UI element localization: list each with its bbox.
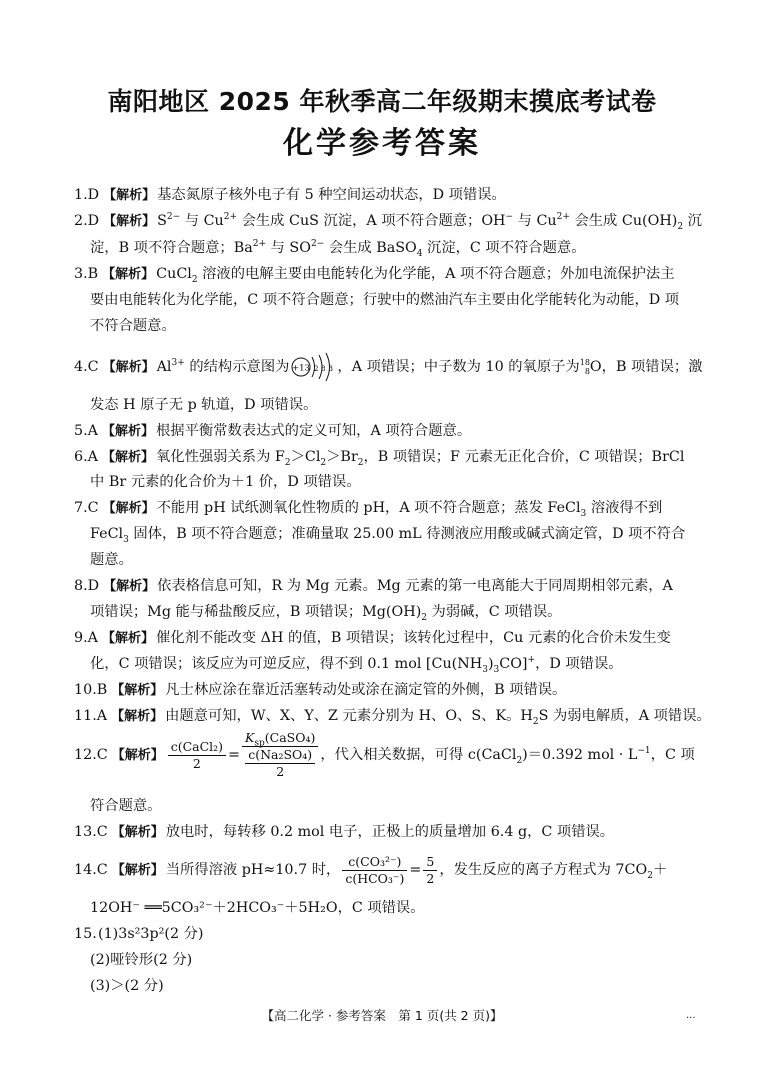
fraction-ksp: $\frac{K_{sp}(CaSO_4)}{\frac{\text{c(Na₂SO₄)}}{2}}$	[242, 730, 318, 780]
answer-2: 2.D 【解析】 $S^{2-}$ 与 $Cu^{2+}$ 会生成 CuS 沉淀，A 项不符合题意；OH− 与 $Cu^{2+}$ 会生成 $Cu(OH)_2$ 沉	[74, 212, 702, 232]
answer-10: 10.B 【解析】 凡士林应涂在靠近活塞转动处或涂在滴定管的外侧，B 项错误。	[74, 682, 567, 698]
answer-7-cont2: 题意。	[90, 552, 133, 568]
page-footer: 【高二化学 · 参考答案 第 1 页(共 2 页)】	[261, 1008, 503, 1023]
answer-12-cont: 符合题意。	[90, 798, 162, 814]
atom-structure-diagram	[290, 352, 336, 382]
answer-15-part2: (2)哑铃形(2 分)	[90, 952, 193, 968]
fraction-cacl2: $\frac{\text{c(CaCl₂)}}{2}$	[168, 739, 226, 772]
page-title: 南阳地区 2025 年秋季高二年级期末摸底考试卷	[107, 87, 657, 116]
answer-3-cont2: 不符合题意。	[90, 318, 176, 334]
answer-4: 4.C 【解析】 $Al^{3+}$ 的结构示意图为 +13 2 8 3 ，A 项错误；中子数为 10 的氧原子为 18 8 O，B 项错误；激	[74, 352, 704, 383]
answer-8-cont: 项错误；Mg 能与稀盐酸反应，B 项错误；$Mg(OH)_2$ 为弱碱，C 项错误。	[90, 604, 562, 623]
answer-6: 6.A 【解析】 氧化性强弱关系为 $F_2>Cl_2>Br_2$，B 项错误；F 元素无正化合价，C 项错误；BrCl	[74, 449, 685, 468]
answer-12: 12.C 【解析】 $\frac{\text{c(CaCl₂)}}{2}$ = $\frac{K_{sp}(CaSO_4)}{\frac{\text{c(Na₂SO₄)}}{2}}$ ，代入相关数据，可得 c(CaCl$_2$)＝0.392 mol · $L^{-1}$，C 项	[74, 730, 695, 779]
answer-1: 1.D 【解析】 基态氮原子核外电子有 5 种空间运动状态，D 项错误。	[74, 187, 506, 203]
answer-5: 5.A 【解析】 根据平衡常数表达式的定义可知，A 项符合题意。	[74, 423, 472, 439]
answer-9: 9.A 【解析】 催化剂不能改变 ΔH 的值，B 项错误；该转化过程中，Cu 元素的化合价未发生变	[74, 630, 671, 646]
svg-text:8: 8	[321, 365, 326, 373]
fraction-value: $\frac{5}{2}$	[423, 854, 437, 887]
page-subtitle: 化学参考答案	[283, 126, 481, 161]
svg-text:+13: +13	[292, 363, 311, 374]
answer-7: 7.C 【解析】 不能用 pH 试纸测氧化性物质的 pH，A 项不符合题意；蒸发 FeCl$_3$ 溶液得不到	[74, 500, 663, 519]
answer-14: 14.C 【解析】 当所得溶液 pH≈10.7 时， $\frac{\text{c(CO₃²⁻)}}{\text{c(HCO₃⁻)}}$ = $\frac{5}{2}$ ，发生反应的离子方程式为 $7CO_2+$	[74, 853, 668, 886]
footer-dots: ...	[686, 1010, 696, 1021]
svg-text:2: 2	[314, 365, 319, 373]
answer-6-cont: 中 Br 元素的化合价为＋1 价，D 项错误。	[90, 474, 361, 490]
fraction-carbonate: $\frac{\text{c(CO₃²⁻)}}{\text{c(HCO₃⁻)}}$	[342, 854, 407, 887]
answer-15: 15.(1)3s²3p²(2 分)	[74, 926, 204, 942]
answer-3-cont: 要由电能转化为化学能，C 项不符合题意；行驶中的燃油汽车主要由化学能转化为动能，D 项	[90, 292, 680, 308]
answer-13: 13.C 【解析】 放电时，每转移 0.2 mol 电子，正极上的质量增加 6.4 g，C 项错误。	[74, 824, 615, 840]
answer-11: 11.A 【解析】 由题意可知，W、X、Y、Z 元素分别为 H、O、S、K。$H_2S$ 为弱电解质，A 项错误。	[74, 708, 711, 727]
answer-9-cont: 化，C 项错误；该反应为可逆反应，得不到 0.1 mol $[Cu(NH_3)_3CO]^+$，D 项错误。	[90, 655, 623, 675]
svg-text:3: 3	[328, 365, 334, 373]
answer-8: 8.D 【解析】 依表格信息可知，R 为 Mg 元素。Mg 元素的第一电离能大于同周期相邻元素，A	[74, 578, 673, 594]
answer-15-part3: (3)＞(2 分)	[90, 978, 164, 994]
answer-3: 3.B 【解析】 CuCl$_2$ 溶液的电解主要由电能转化为化学能，A 项不符合题意；外加电流保护法主	[74, 266, 675, 285]
answer-7-cont: FeCl$_3$ 固体，B 项不符合题意；准确量取 25.00 mL 待测液应用酸或碱式滴定管，D 项不符合	[90, 526, 686, 545]
answer-4-cont: 发态 H 原子无 p 轨道，D 项错误。	[90, 397, 318, 413]
answer-14-cont: 12OH⁻ ══5CO₃²⁻＋2HCO₃⁻＋5H₂O，C 项错误。	[90, 900, 425, 916]
answer-2-cont: 淀，B 项不符合题意；$Ba^{2+}$ 与 $SO^{2-}$ 会生成 BaSO$_4$ 沉淀，C 项不符合题意。	[90, 239, 586, 259]
